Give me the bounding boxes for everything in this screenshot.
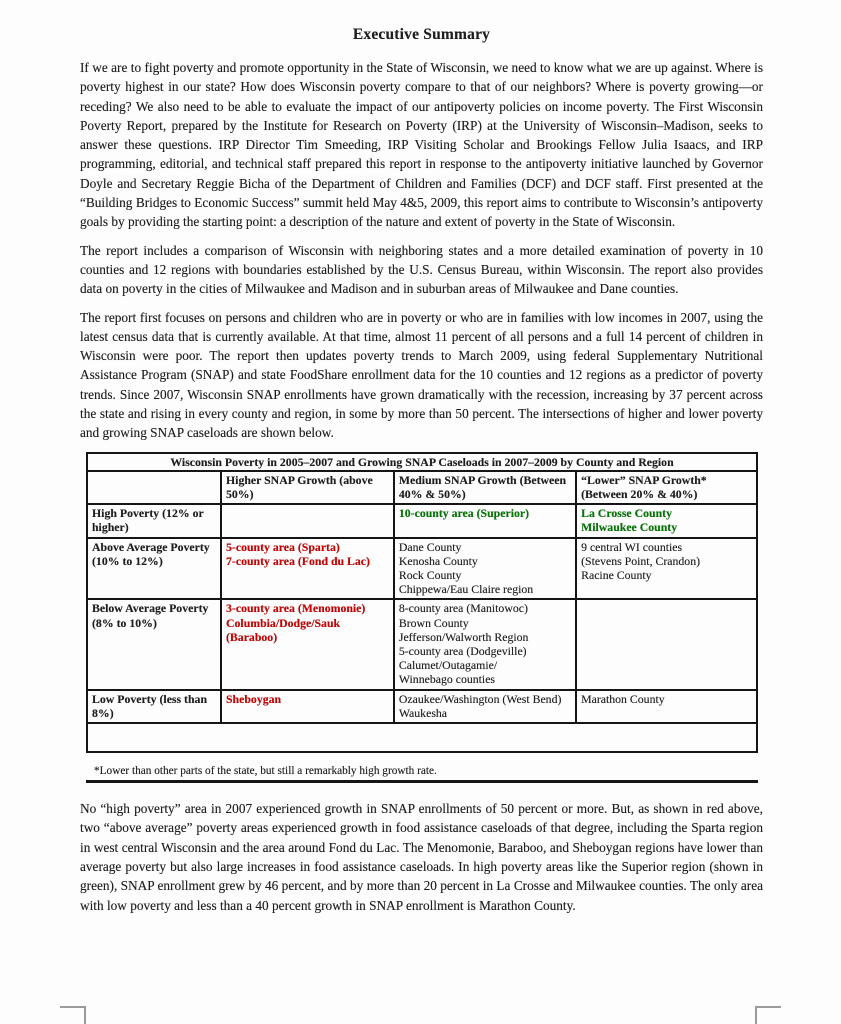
table-cell — [394, 538, 576, 600]
paragraph-2: The report includes a comparison of Wisconsin with neighboring states and a more detailed examination of poverty in 10 counties and 12 regions with boundaries established by the U.S. Census Bureau, within Wisconsin. The report also provides data on poverty in the cities of Milwaukee and Madison and in suburban areas of Milwaukee and Dane counties. — [80, 242, 763, 297]
table-cell — [221, 690, 394, 723]
table-cell — [394, 504, 576, 537]
cell-line: Waukesha — [398, 705, 448, 720]
row-label: Above Average Poverty (10% to 12%) — [87, 538, 221, 600]
table-cell — [576, 538, 757, 600]
intro-paragraphs — [80, 58, 763, 443]
table-header-row — [87, 471, 757, 504]
cell-line: (Stevens Point, Crandon) — [581, 553, 701, 568]
cell-line: 7-county area (Fond du Lac) — [226, 553, 370, 568]
table-row — [87, 690, 757, 723]
table-row — [87, 504, 757, 537]
cell-line: Milwaukee County — [581, 520, 678, 535]
cell-line: 5-county area (Dodgeville) — [398, 644, 527, 659]
table-cell — [394, 599, 576, 689]
table-cell — [221, 538, 394, 600]
cell-line: Calumet/Outagamie/ — [398, 658, 498, 673]
column-header-2: Medium SNAP Growth (Between 40% & 50%) — [394, 471, 576, 504]
footnote-rule — [86, 780, 758, 783]
table-title: Wisconsin Poverty in 2005–2007 and Growing SNAP Caseloads in 2007–2009 by County and Region — [87, 453, 757, 471]
table-spacer-cell — [87, 723, 757, 752]
table-spacer-row — [87, 723, 757, 752]
cell-line: Dane County — [398, 539, 462, 554]
table-title-row — [87, 453, 757, 471]
table-row — [87, 599, 757, 689]
cell-line: Marathon County — [581, 691, 665, 706]
cell-line: Ozaukee/Washington (West Bend) — [398, 691, 562, 706]
cell-line: 10-county area (Superior) — [398, 506, 530, 521]
cell-line: 8-county area (Manitowoc) — [398, 601, 528, 616]
cell-line: Brown County — [398, 615, 469, 630]
cell-line: 9 central WI counties — [581, 539, 683, 554]
page-title: Executive Summary — [352, 26, 491, 43]
column-header-1: Higher SNAP Growth (above 50%) — [221, 471, 394, 504]
column-header-empty — [87, 471, 221, 504]
table-row — [87, 538, 757, 600]
table-cell — [576, 690, 757, 723]
table-cell — [394, 690, 576, 723]
cell-line: Kenosha County — [398, 553, 478, 568]
cell-line: 5-county area (Sparta) — [226, 539, 340, 554]
cell-line: Winnebago counties — [398, 672, 496, 687]
table-cell — [221, 504, 394, 537]
row-label: High Poverty (12% or higher) — [87, 504, 221, 537]
paragraph-3: The report first focuses on persons and children who are in poverty or who are in families with low incomes in 2007, using the latest census data that is currently available. At that time, almost 11 percent of all persons and a full 14 percent of children in Wisconsin were poor. The report then updates poverty trends to March 2009, using federal Supplementary Nutritional Assistance Program (SNAP) and state FoodShare enrollment data for the 10 counties and 12 regions as a predictor of poverty trends. Since 2007, Wisconsin SNAP enrollments have grown dramatically with the recession, increasing by 37 percent across the state and rising in every county and region, in some by more than 50 percent. The intersections of higher and lower poverty and growing SNAP caseloads are shown below. — [80, 309, 763, 441]
table-cell — [576, 504, 757, 537]
cell-line: Jefferson/Walworth Region — [398, 629, 529, 644]
page-corner-mark-right — [755, 1006, 781, 1024]
paragraph-1: If we are to fight poverty and promote opportunity in the State of Wisconsin, we need to know what we are up against. Where is poverty highest in our state? How does Wisconsin poverty compare to that of our neighbors? Where is poverty growing—or receding? We also need to be able to evaluate the impact of our antipoverty policies on income poverty. The First Wisconsin Poverty Report, prepared by the Institute for Research on Poverty (IRP) at the University of Wisconsin–Madison, seeks to answer these questions. IRP Director Tim Smeeding, IRP Visiting Scholar and Brookings Fellow Julia Isaacs, and IRP programming, editorial, and technical staff prepared this report in response to the antipoverty initiative launched by Governor Doyle and Secretary Reggie Bicha of the Department of Children and Families (DCF) and DCF staff. First presented at the “Building Bridges to Economic Success” summit held May 4&5, 2009, this report aims to contribute to Wisconsin’s antipoverty goals by providing the starting point: a description of the nature and extent of poverty in the State of Wisconsin. — [80, 60, 763, 230]
table-cell — [576, 599, 757, 689]
table-cell — [221, 599, 394, 689]
cell-line: Columbia/Dodge/Sauk (Baraboo) — [226, 615, 341, 644]
row-label: Low Poverty (less than 8%) — [87, 690, 221, 723]
cell-line: Rock County — [398, 568, 462, 583]
cell-line: 3-county area (Menomonie) — [226, 601, 366, 616]
cell-line: Racine County — [581, 568, 652, 583]
column-header-3: “Lower” SNAP Growth* (Between 20% & 40%) — [576, 471, 757, 504]
cell-line: La Crosse County — [581, 506, 672, 521]
table-footnote: *Lower than other parts of the state, but still a remarkably high growth rate. — [94, 765, 437, 778]
page-corner-mark-left — [60, 1006, 86, 1024]
row-label: Below Average Poverty (8% to 10%) — [87, 599, 221, 689]
cell-line: Sheboygan — [226, 691, 282, 706]
closing-paragraph: No “high poverty” area in 2007 experienced growth in SNAP enrollments of 50 percent or more. But, as shown in red above, two “above average” poverty areas experienced growth in food assistance caseloads of that degree, including the Sparta region in west central Wisconsin and the area around Fond du Lac. The Menomonie, Baraboo, and Sheboygan regions have lower than average poverty but also large increases in food assistance caseloads. In high poverty areas like the Superior region (shown in green), SNAP enrollment grew by 46 percent, and by more than 20 percent in La Crosse and Milwaukee counties. The only area with low poverty and less than a 40 percent growth in SNAP enrollment is Marathon County. — [80, 801, 763, 913]
cell-line: Chippewa/Eau Claire region — [398, 582, 534, 597]
poverty-snap-table — [86, 452, 758, 753]
